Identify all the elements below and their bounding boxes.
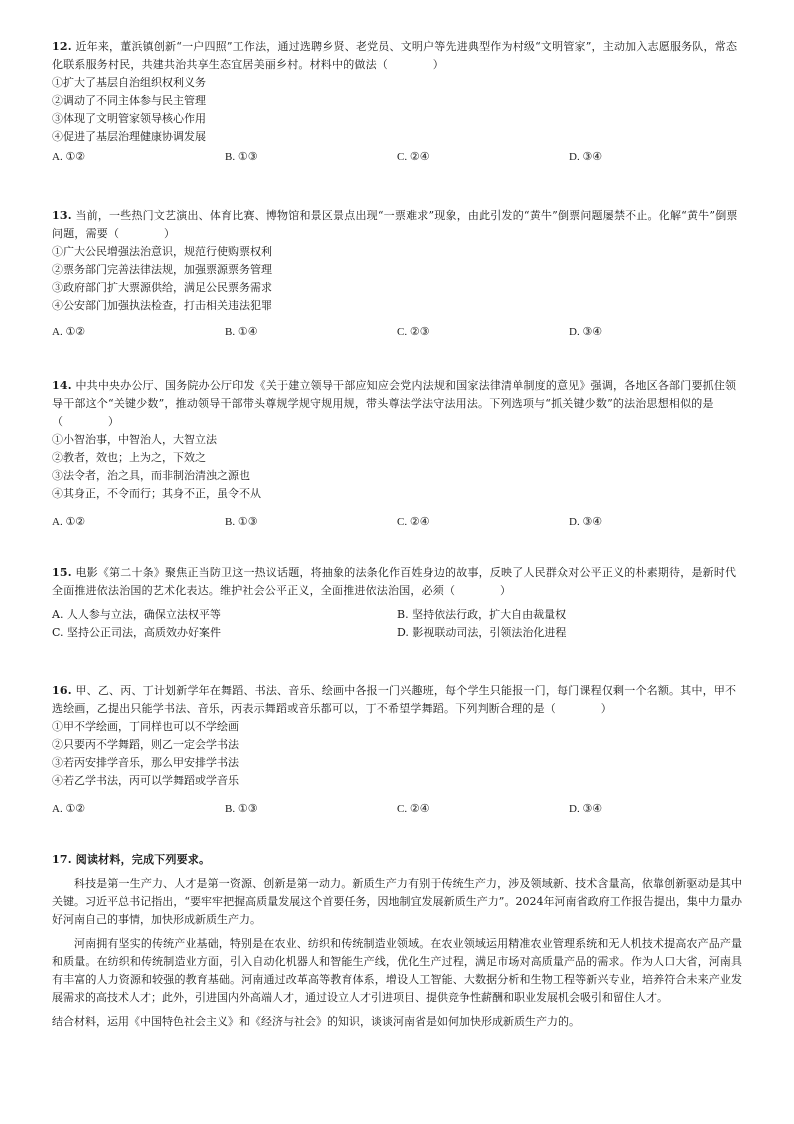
option-a[interactable]: A. ①② bbox=[52, 516, 86, 528]
option-b[interactable]: B. ①③ bbox=[225, 803, 258, 815]
option-a[interactable]: A. 人人参与立法，确保立法权平等 bbox=[52, 608, 221, 621]
option-b[interactable]: B. ①③ bbox=[225, 151, 258, 163]
statement-2: ②票务部门完善法律法规，加强票源票务管理 bbox=[52, 263, 272, 276]
option-c[interactable]: C. ②④ bbox=[397, 516, 430, 528]
statement-1: ①甲不学绘画，丁同样也可以不学绘画 bbox=[52, 720, 239, 733]
question-12 bbox=[52, 38, 742, 166]
question-stem: 16. 甲、乙、丙、丁计划新学年在舞蹈、书法、音乐、绘画中各报一门兴趣班，每个学生只能报一门，每门课程仅剩一个名额。其中，甲不选绘画，乙提出只能学书法、音乐，丙表示舞蹈或音乐都可以，丁不希望学舞蹈。下列判断合理的是（ ） bbox=[52, 684, 737, 715]
answer-options bbox=[52, 800, 742, 818]
answer-options-row-1 bbox=[52, 606, 742, 624]
question-stem: 15. 电影《第二十条》聚焦正当防卫这一热议话题，将抽象的法条化作百姓身边的故事，反映了人民群众对公平正义的朴素期待，是新时代全面推进依法治国的艺术化表达。维护社会公平正义，全面推进依法治国，必须（ ） bbox=[52, 566, 737, 597]
question-stem: 13. 当前，一些热门文艺演出、体育比赛、博物馆和景区景点出现“一票难求”现象，由此引发的“黄牛”倒票问题屡禁不止。化解“黄牛”倒票问题，需要（ ） bbox=[52, 209, 738, 240]
answer-options-row-2 bbox=[52, 624, 742, 642]
statement-3: ③若丙安排学音乐，那么甲安排学书法 bbox=[52, 756, 239, 769]
question-14 bbox=[52, 377, 742, 531]
material-paragraph-2: 河南拥有坚实的传统产业基础，特别是在农业、纺织和传统制造业领域。在农业领域运用精准农业管理系统和无人机技术提高农产品产量和质量。在纺织和传统制造业方面，引入自动化机器人和智能生产线，优化生产过程，满足市场对高质量产品的需求。作为人口大省，河南具有丰富的人力资源和较强的教育基础。河南通过改革高等教育体系，增设人工智能、大数据分析和生物工程等新兴专业，培养符合未来产业发展需求的高技术人才；此外，引进国内外高端人才，通过设立人才引进项目、提供竞争性薪酬和职业发展机会吸引和留住人才。 bbox=[52, 937, 742, 1004]
option-c[interactable]: C. ②③ bbox=[397, 326, 430, 338]
option-b[interactable]: B. 坚持依法行政，扩大自由裁量权 bbox=[397, 608, 567, 621]
option-b[interactable]: B. ①④ bbox=[225, 326, 258, 338]
statement-1: ①广大公民增强法治意识，规范行使购票权利 bbox=[52, 245, 272, 258]
option-a[interactable]: A. ①② bbox=[52, 326, 86, 338]
answer-options bbox=[52, 513, 742, 531]
option-a[interactable]: A. ①② bbox=[52, 803, 86, 815]
option-c[interactable]: C. ②④ bbox=[397, 803, 430, 815]
question-13 bbox=[52, 207, 742, 341]
option-b[interactable]: B. ①③ bbox=[225, 516, 258, 528]
option-d[interactable]: D. ③④ bbox=[569, 803, 603, 815]
question-17 bbox=[52, 851, 742, 1031]
material-paragraph-1: 科技是第一生产力、人才是第一资源、创新是第一动力。新质生产力有别于传统生产力，涉及领域新、技术含量高，依靠创新驱动是其中关键。习近平总书记指出，“要牢牢把握高质量发展这个首要任务，因地制宜发展新质生产力”。2024年河南省政府工作报告提出，集中力量办好河南自己的事情，加快形成新质生产力。 bbox=[52, 877, 742, 926]
statement-2: ②教者，效也；上为之，下效之 bbox=[52, 451, 206, 464]
statement-3: ③体现了文明管家领导核心作用 bbox=[52, 112, 206, 125]
statement-2: ②只要丙不学舞蹈，则乙一定会学书法 bbox=[52, 738, 239, 751]
question-stem: 17. 阅读材料，完成下列要求。 bbox=[52, 853, 211, 866]
statement-3: ③法令者，治之具，而非制治清浊之源也 bbox=[52, 469, 250, 482]
option-d[interactable]: D. ③④ bbox=[569, 326, 603, 338]
statement-4: ④促进了基层治理健康协调发展 bbox=[52, 130, 206, 143]
option-d[interactable]: D. ③④ bbox=[569, 516, 603, 528]
option-c[interactable]: C. ②④ bbox=[397, 151, 430, 163]
statement-4: ④其身正，不令而行；其身不正，虽令不从 bbox=[52, 487, 261, 500]
question-15 bbox=[52, 564, 742, 642]
statement-1: ①小智治事，中智治人，大智立法 bbox=[52, 433, 217, 446]
option-d[interactable]: D. 影视联动司法，引领法治化进程 bbox=[397, 626, 567, 639]
statement-4: ④公安部门加强执法检查，打击相关违法犯罪 bbox=[52, 299, 272, 312]
question-requirement: 结合材料，运用《中国特色社会主义》和《经济与社会》的知识，谈谈河南省是如何加快形成新质生产力的。 bbox=[52, 1015, 580, 1028]
statement-4: ④若乙学书法，丙可以学舞蹈或学音乐 bbox=[52, 774, 239, 787]
question-stem: 12. 近年来，董浜镇创新“一户四照”工作法，通过选聘乡贤、老党员、文明户等先进典型作为村级“文明管家”，主动加入志愿服务队，常态化联系服务村民，共建共治共享生态宜居美丽乡村。材料中的做法（ ） bbox=[52, 40, 738, 71]
option-c[interactable]: C. 坚持公正司法，高质效办好案件 bbox=[52, 626, 222, 639]
option-a[interactable]: A. ①② bbox=[52, 151, 86, 163]
answer-options bbox=[52, 148, 742, 166]
answer-options bbox=[52, 323, 742, 341]
statement-3: ③政府部门扩大票源供给，满足公民票务需求 bbox=[52, 281, 272, 294]
question-16 bbox=[52, 682, 742, 818]
question-stem: 14. 中共中央办公厅、国务院办公厅印发《关于建立领导干部应知应会党内法规和国家法律清单制度的意见》强调，各地区各部门要抓住领导干部这个“关键少数”，推动领导干部带头尊规学规守规用规，带头尊法学法守法用法。下列选项与“抓关键少数”的法治思想相似的是（ ） bbox=[52, 379, 737, 428]
option-d[interactable]: D. ③④ bbox=[569, 151, 603, 163]
statement-2: ②调动了不同主体参与民主管理 bbox=[52, 94, 206, 107]
statement-1: ①扩大了基层自治组织权利义务 bbox=[52, 76, 206, 89]
